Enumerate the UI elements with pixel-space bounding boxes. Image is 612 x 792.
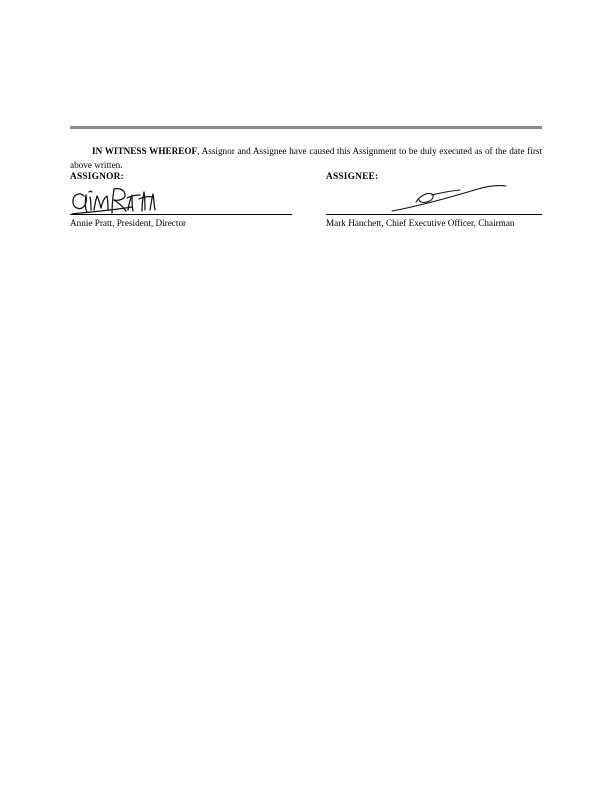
assignee-label: ASSIGNEE: bbox=[326, 172, 379, 182]
witness-remainder: , Assignor and Assignee have caused this Assignment to be duly executed as of the date first above written. bbox=[70, 146, 543, 170]
assignee-signature-line bbox=[326, 214, 542, 215]
assignor-signature-image bbox=[70, 183, 162, 217]
section-divider-rule bbox=[70, 126, 542, 129]
assignor-label: ASSIGNOR: bbox=[70, 172, 124, 182]
assignee-name-line: Mark Hanchett, Chief Executive Officer, Chairman bbox=[326, 218, 515, 228]
assignor-signature-line bbox=[70, 214, 292, 215]
assignee-signature-image bbox=[390, 183, 510, 215]
witness-lead-in: IN WITNESS WHEREOF bbox=[92, 146, 198, 157]
witness-whereof-paragraph bbox=[70, 145, 542, 172]
assignor-name-line: Annie Pratt, President, Director bbox=[70, 218, 187, 228]
